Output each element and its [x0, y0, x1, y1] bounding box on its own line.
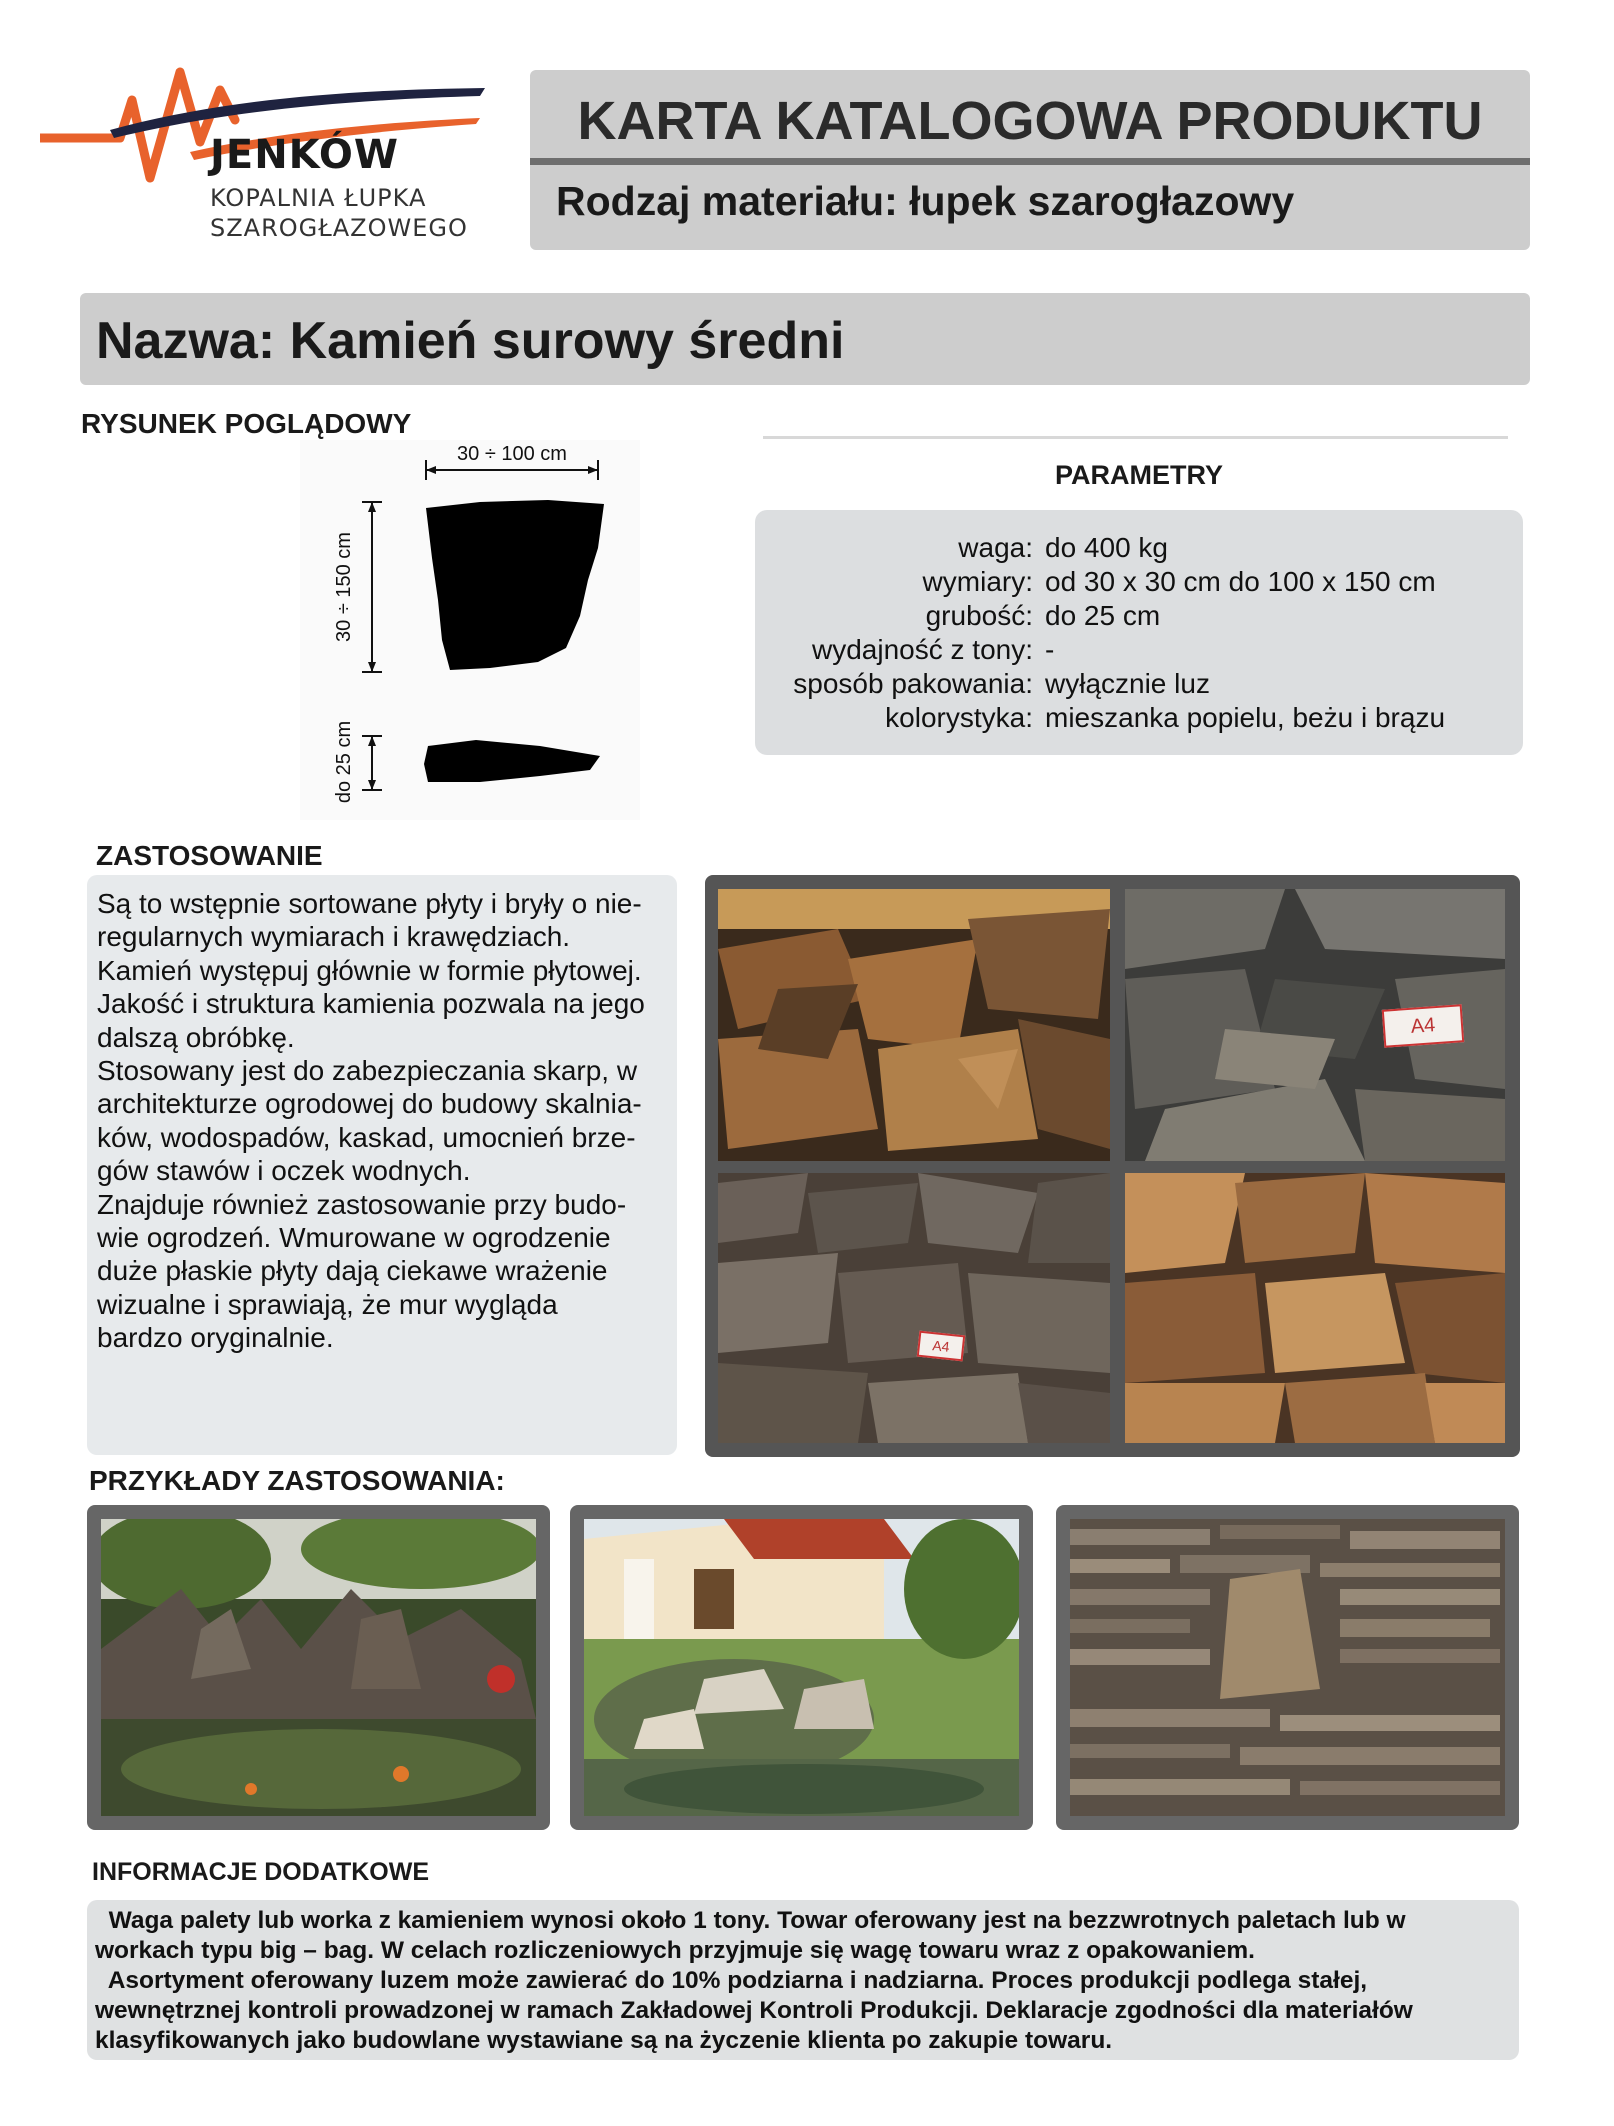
info-line: Waga palety lub worka z kamieniem wynosi około 1 tony. Towar oferowany jest na bezzwrotnych paletach lub w [95, 1907, 1406, 1934]
parameters-title: PARAMETRY [1055, 460, 1223, 490]
param-row [755, 532, 1523, 566]
param-label: grubość: [925, 600, 1033, 631]
catalog-header [530, 70, 1530, 250]
application-line: gów stawów i oczek wodnych. [97, 1155, 471, 1187]
param-label: kolorystyka: [885, 702, 1033, 733]
example-photo-frame-3 [1056, 1505, 1519, 1830]
param-label: waga: [958, 532, 1033, 563]
product-name: Nazwa: Kamień surowy średni [96, 312, 845, 370]
application-line: dalszą obróbkę. [97, 1021, 295, 1053]
param-value: mieszanka popielu, beżu i brązu [1045, 702, 1446, 733]
stone-photo-2 [1125, 889, 1505, 1161]
example-photo-pond-rockery [101, 1519, 536, 1816]
height-dimension: 30 ÷ 150 cm [333, 532, 355, 642]
additional-info-label: INFORMACJE DODATKOWE [92, 1858, 430, 1886]
product-name-bar [80, 293, 1530, 385]
application-line: architekturze ogrodowej do budowy skalnia- [97, 1088, 642, 1120]
param-row [755, 668, 1523, 702]
drawing-label: RYSUNEK POGLĄDOWY [81, 408, 412, 439]
examples-label: PRZYKŁADY ZASTOSOWANIA: [89, 1465, 505, 1496]
example-photo-frame-2 [570, 1505, 1033, 1830]
param-value: od 30 x 30 cm do 100 x 150 cm [1045, 566, 1436, 597]
application-line: duże płaskie płyty dają ciekawe wrażenie [97, 1255, 608, 1287]
example-photo-waterfall-garden [584, 1519, 1019, 1816]
stone-photo-4 [1125, 1173, 1505, 1443]
application-line: wizualne i sprawiają, że mur wygląda [97, 1288, 558, 1320]
info-line: workach typu big – bag. W celach rozliczeniowych przyjmuje się wagę towaru wraz z opakowaniem. [95, 1937, 1255, 1964]
additional-info-box [87, 1900, 1519, 2060]
parameters-divider [763, 436, 1508, 439]
width-dimension: 30 ÷ 100 cm [457, 443, 567, 465]
stone-tag-label: A4 [917, 1331, 965, 1362]
application-line: Jakość i struktura kamienia pozwala na jego [97, 988, 645, 1020]
example-photo-stone-wall [1070, 1519, 1505, 1816]
application-line: Stosowany jest do zabezpieczania skarp, w [97, 1055, 638, 1087]
param-row [755, 634, 1523, 668]
param-row [755, 566, 1523, 600]
application-line: bardzo oryginalnie. [97, 1322, 334, 1354]
application-line: regularnych wymiarach i krawędziach. [97, 921, 571, 953]
info-line: wewnętrznej kontroli prowadzonej w ramach Zakładowej Kontroli Produkcji. Deklaracje zgodności dla materiałów [95, 1997, 1413, 2024]
application-label: ZASTOSOWANIE [96, 840, 323, 871]
company-logo [40, 60, 500, 200]
application-line: Kamień występuj głównie w formie płytowej. [97, 954, 642, 986]
example-photo-frame-1 [87, 1505, 550, 1830]
param-label: wymiary: [922, 566, 1033, 597]
thickness-dimension: do 25 cm [333, 720, 355, 804]
material-type: Rodzaj materiału: łupek szarogłazowy [556, 178, 1295, 224]
header-divider [530, 158, 1530, 165]
application-line: Są to wstępnie sortowane płyty i bryły o nie- [97, 888, 642, 919]
stone-tag-label: A4 [1382, 1004, 1464, 1047]
application-box [87, 875, 677, 1455]
param-value: - [1045, 634, 1055, 665]
stone-photo-1 [718, 889, 1110, 1161]
param-value: wyłącznie luz [1045, 668, 1210, 699]
param-row [755, 702, 1523, 736]
param-label: wydajność z tony: [812, 634, 1033, 665]
stone-drawing [300, 440, 640, 820]
info-line: Asortyment oferowany luzem może zawierać do 10% podziarna i nadziarna. Proces produkcji podlega stałej, [95, 1967, 1368, 1994]
logo-name: JENKÓW [210, 132, 400, 178]
stone-photo-grid [705, 875, 1520, 1457]
param-value: do 400 kg [1045, 532, 1168, 563]
param-value: do 25 cm [1045, 600, 1161, 631]
info-line: klasyfikowanych jako budowlane wystawiane są na życzenie klienta po zakupie towaru. [95, 2027, 1113, 2054]
catalog-title: KARTA KATALOGOWA PRODUKTU [577, 91, 1483, 151]
logo-subtitle-line2: SZAROGŁAZOWEGO [210, 214, 468, 242]
application-line: Znajduje również zastosowanie przy budo- [97, 1188, 627, 1220]
application-line: wie ogrodzeń. Wmurowane w ogrodzenie [97, 1222, 611, 1254]
logo-subtitle-line1: KOPALNIA ŁUPKA [210, 184, 427, 212]
application-line: ków, wodospadów, kaskad, umocnień brze- [97, 1121, 636, 1153]
application-text [97, 887, 667, 1355]
parameters-box [755, 510, 1523, 755]
param-row [755, 600, 1523, 634]
stone-photo-3 [718, 1173, 1110, 1443]
param-label: sposób pakowania: [793, 668, 1033, 699]
additional-info-text [95, 1906, 1515, 2056]
